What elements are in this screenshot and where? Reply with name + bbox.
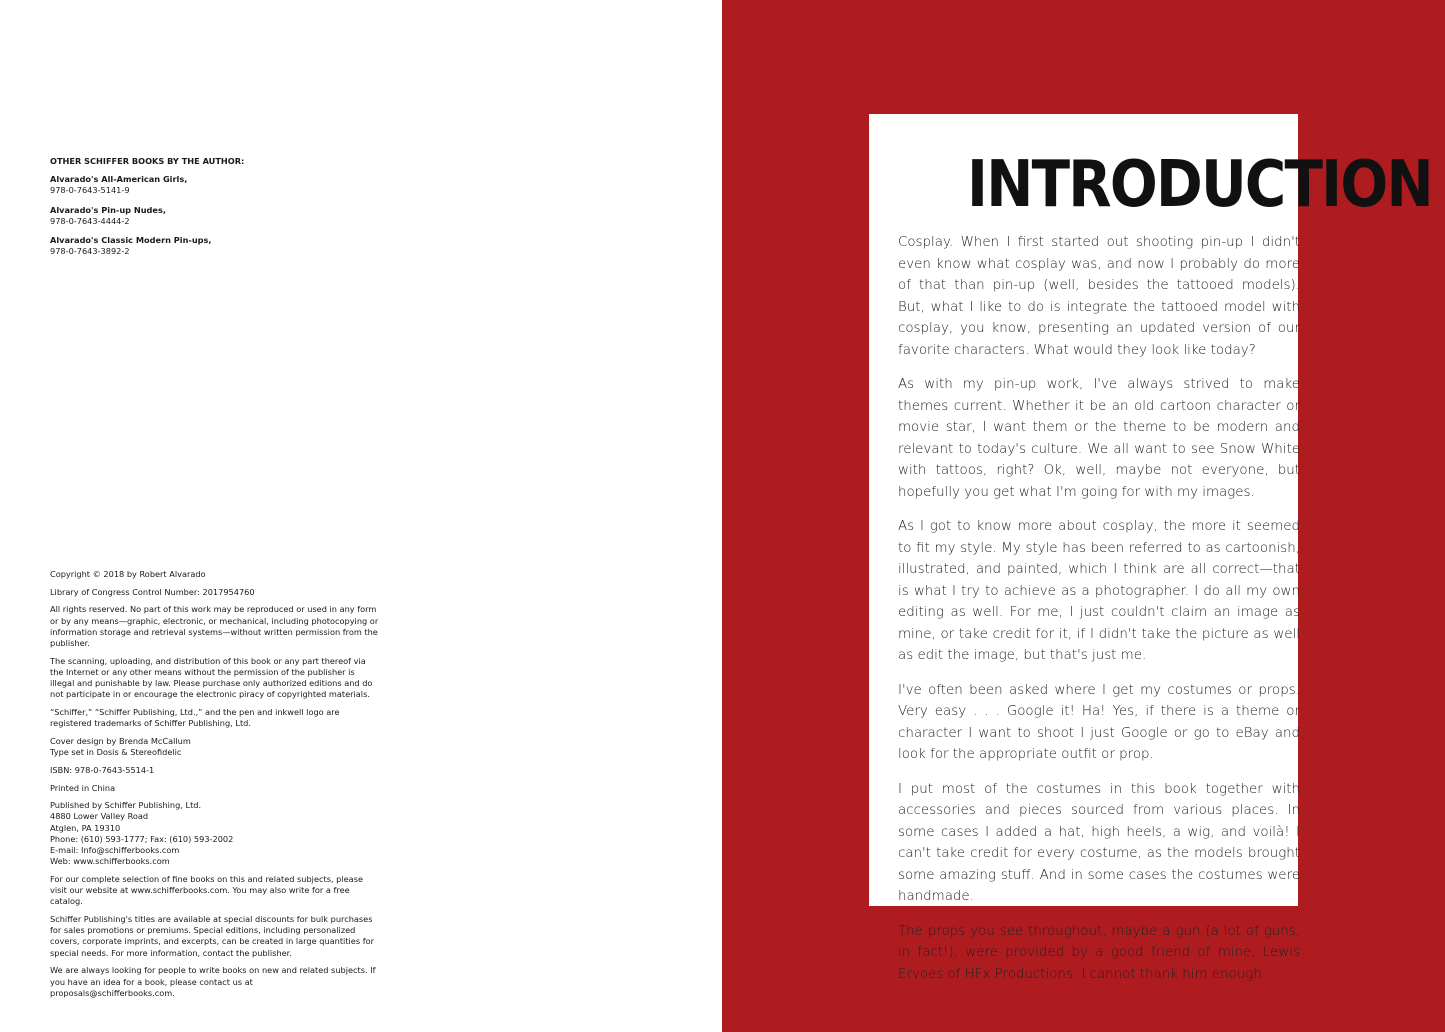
book-title: Alvarado's Classic Modern Pin-ups, (50, 235, 212, 246)
intro-title: INTRODUCTION (967, 148, 1432, 222)
book-isbn: 978-0-7643-4444-2 (50, 215, 130, 226)
copyright-section (50, 569, 380, 1006)
book-isbn: 978-0-7643-5141-9 (50, 185, 130, 196)
rights-paragraph: All rights reserved. No part of this work may be reproduced or used in any form or by any means—graphic, electronic, or mechanical, including photocopying or information storage and retrieval systems—without written permission from the publisher. (50, 604, 379, 649)
intro-paragraph: I've often been asked where I get my costumes or props. Very easy . . . Google it! Ha! Yes, if there is a theme or character I want to shoot I just Google or go to eBay and look for the appropriate outfit or prop. (898, 682, 1300, 762)
left-page (0, 0, 722, 1032)
printed-line: Printed in China (50, 782, 116, 793)
design-credits: Cover design by Brenda McCallum Type set in Dosis & Stereofidelic (50, 735, 191, 758)
intro-paragraph: As I got to know more about cosplay, the more it seemed to fit my style. My style has been referred to as cartoonish, illustrated, and painted, which I think are all correct—that is what I try to achieve as a photographer. I do all my own editing as well. For me, I just couldn't claim an image as mine, or take credit for it, if I didn't take the picture as well as edit the image, but that's just me. (898, 519, 1300, 663)
intro-paragraph: I put most of the costumes in this book together with accessories and pieces sourced from various places. In some cases I added a hat, high heels, a wig, and voilà! I can't take credit for every costume, as the models brought some amazing stuff. And in some cases the costumes were handmade. (898, 781, 1300, 904)
intro-paragraph: The props you see throughout, maybe a gun (a lot of guns, in fact!), were provided by a good friend of mine, Lewis Ervoes of HFx Productions. I cannot thank him enough. (898, 923, 1300, 982)
book-title: Alvarado's Pin-up Nudes, (50, 204, 166, 215)
book-entry (50, 235, 380, 257)
book-entry (50, 205, 380, 227)
isbn-line: ISBN: 978-0-7643-5514-1 (50, 764, 155, 775)
discounts-paragraph: Schiffer Publishing's titles are available at special discounts for bulk purchases for sales promotions or premiums. Special editions, including personalized covers, corporate imprints, and excerpts, can be created in large quantities for special needs. For more information, contact the publisher. (50, 914, 374, 958)
publisher-address: Published by Schiffer Publishing, Ltd. 4880 Lower Valley Road Atglen, PA 19310 Phone: (610) 593-1777; Fax: (610) 593-2002 E-mail: Info@schifferbooks.com Web: www.schifferbooks.com (50, 800, 234, 867)
book-entry (50, 174, 380, 196)
other-books-heading: OTHER SCHIFFER BOOKS BY THE AUTHOR: (50, 156, 245, 166)
book-isbn: 978-0-7643-3892-2 (50, 246, 130, 257)
other-books-section (50, 156, 380, 265)
intro-paragraph: As with my pin-up work, I've always strived to make themes current. Whether it be an old cartoon character or movie star, I want them or the theme to be modern and relevant to today's culture. We all want to see Snow White with tattoos, right? Ok, well, maybe not everyone, but hopefully you get what I'm going for with my images. (898, 377, 1300, 500)
lccn-line: Library of Congress Control Number: 2017954760 (50, 586, 255, 597)
catalog-paragraph: For our complete selection of fine books on this and related subjects, please visit our website at www.schifferbooks.com. You may also write for a free catalog. (50, 873, 364, 907)
intro-body (898, 232, 1300, 998)
intro-title-block (949, 145, 1432, 225)
book-title: Alvarado's All-American Girls, (50, 174, 188, 185)
intro-paragraph: Cosplay. When I first started out shooting pin-up I didn't even know what cosplay was, and now I probably do more of that than pin-up (well, besides the tattooed models). But, what I like to do is integrate the tattooed model with cosplay, you know, presenting an updated version of our favorite characters. What would they look like today? (898, 235, 1300, 358)
copyright-line: Copyright © 2018 by Robert Alvarado (50, 569, 206, 579)
piracy-paragraph: The scanning, uploading, and distribution of this book or any part thereof via the Internet or any other means without the permission of the publisher is illegal and punishable by law. Please purchase only authorized editions and do not participate in or encourage the electronic piracy of copyrighted materials. (50, 655, 373, 700)
authors-paragraph: We are always looking for people to write books on new and related subjects. If you have an idea for a book, please contact us at proposals@schifferbooks.com. (50, 965, 376, 998)
trademark-paragraph: “Schiffer,” “Schiffer Publishing, Ltd.,” and the pen and inkwell logo are registered trademarks of Schiffer Publishing, Ltd. (50, 707, 340, 729)
